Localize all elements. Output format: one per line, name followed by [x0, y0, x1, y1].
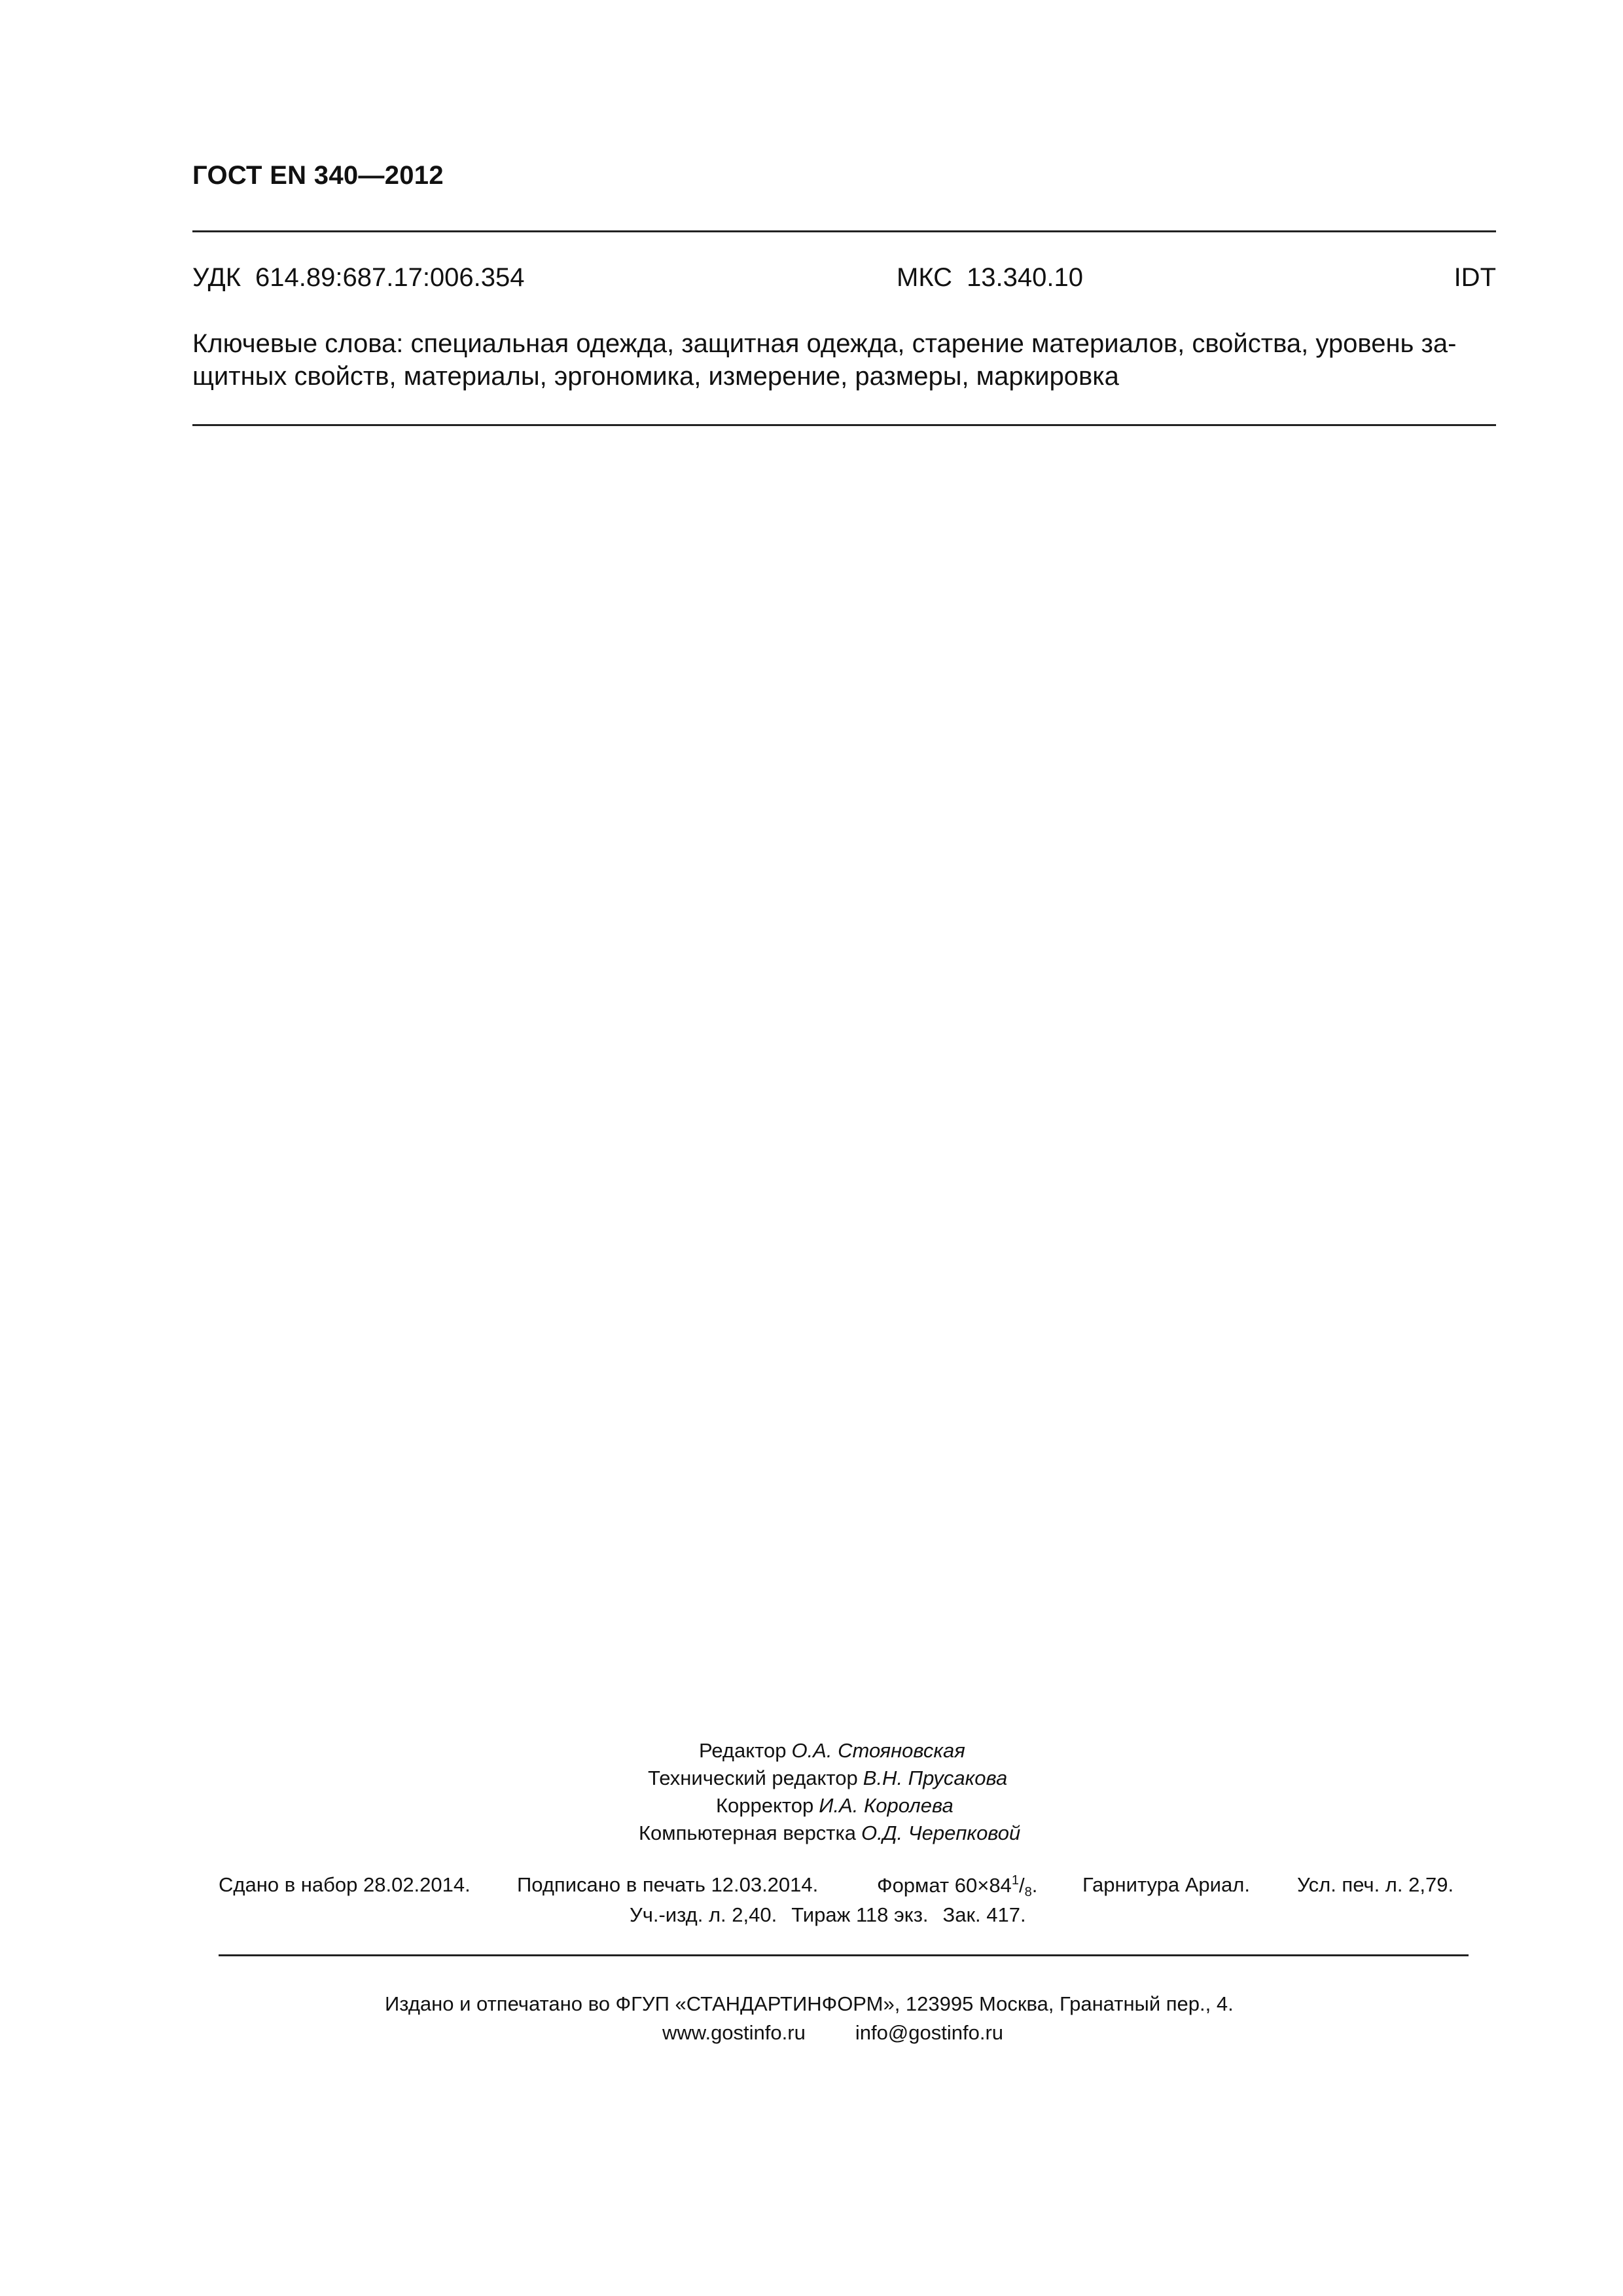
credit-role: Корректор	[716, 1794, 814, 1817]
print-info-row-2	[630, 1903, 1026, 1927]
udk-label: УДК	[192, 263, 241, 292]
publisher-line: Издано и отпечатано во ФГУП «СТАНДАРТИНФОРМ», 123995 Москва, Гранатный пер., 4.	[385, 1992, 1234, 2015]
credits-block	[0, 1737, 1623, 1847]
keywords-line-2: щитных свойств, материалы, эргономика, измерение, размеры, маркировка	[192, 362, 1119, 391]
udk-code	[192, 263, 525, 293]
format-denominator: 8	[1024, 1885, 1032, 1899]
website-link[interactable]: www.gostinfo.ru	[662, 2021, 806, 2044]
format-prefix: Формат 60×84	[877, 1874, 1012, 1897]
signed-date: Подписано в печать 12.03.2014.	[517, 1873, 819, 1896]
circulation: Тираж 118 экз.	[791, 1903, 929, 1926]
credit-name: В.Н. Прусакова	[863, 1767, 1008, 1789]
imprint-divider	[219, 1954, 1469, 1956]
credit-layout	[639, 1820, 1623, 1847]
udk-value: 614.89:687.17:006.354	[255, 263, 525, 292]
keywords-line-1: Ключевые слова: специальная одежда, защитная одежда, старение материалов, свойства, уровень за-	[192, 329, 1457, 358]
format-separator: /	[1018, 1874, 1025, 1897]
typeset-date: Сдано в набор 28.02.2014.	[219, 1873, 471, 1896]
credit-technical-editor	[648, 1765, 1623, 1792]
document-code: ГОСТ EN 340—2012	[192, 161, 444, 190]
publisher-contacts	[662, 2021, 1003, 2045]
credit-role: Компьютерная верстка	[639, 1821, 856, 1844]
mks-code	[897, 263, 1083, 293]
mks-label: МКС	[897, 263, 953, 292]
order-number: Зак. 417.	[942, 1903, 1026, 1926]
email-link[interactable]: info@gostinfo.ru	[855, 2021, 1004, 2044]
classification-row	[192, 263, 1496, 302]
paper-format	[877, 1873, 1037, 1900]
header-divider	[192, 230, 1496, 232]
print-info-row	[219, 1873, 1469, 1902]
mks-value: 13.340.10	[967, 263, 1084, 292]
format-suffix: .	[1031, 1874, 1038, 1897]
typeface: Гарнитура Ариал.	[1082, 1873, 1250, 1896]
format-numerator: 1	[1011, 1873, 1019, 1888]
credit-name: О.А. Стояновская	[791, 1739, 965, 1762]
credit-editor	[699, 1737, 1623, 1765]
credit-proofreader	[716, 1792, 1623, 1820]
edition-sheets: Уч.-изд. л. 2,40.	[630, 1903, 777, 1926]
credit-role: Редактор	[699, 1739, 787, 1762]
keywords-divider	[192, 424, 1496, 426]
credit-role: Технический редактор	[648, 1767, 858, 1789]
credit-name: И.А. Королева	[819, 1794, 954, 1817]
credit-name: О.Д. Черепковой	[861, 1821, 1021, 1844]
keywords-block	[192, 327, 1496, 393]
print-sheets: Усл. печ. л. 2,79.	[1297, 1873, 1454, 1896]
equivalence-degree: IDT	[1454, 263, 1496, 292]
